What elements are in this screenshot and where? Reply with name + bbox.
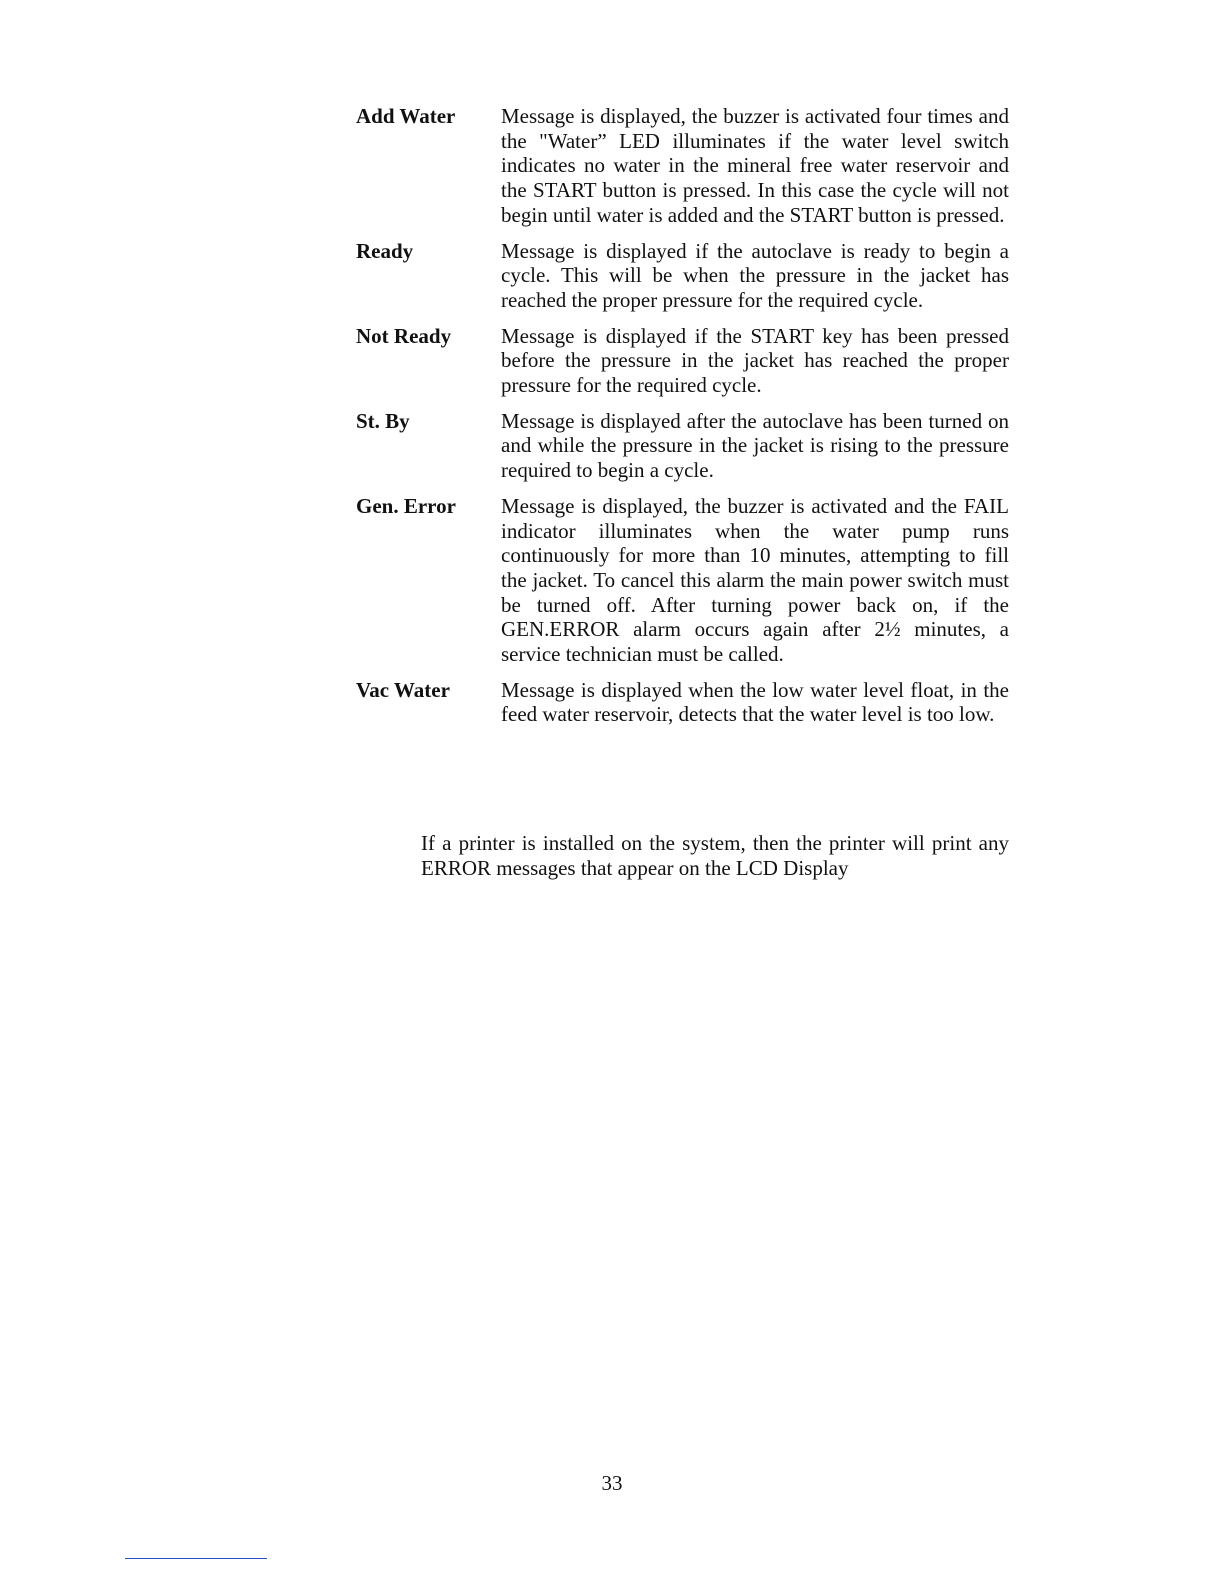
description-vac-water: Message is displayed when the low water level float, in the feed water reservoir, detects that the water level is too low.	[501, 677, 1009, 727]
term-vac-water: Vac Water	[356, 677, 450, 702]
term-st-by: St. By	[356, 408, 410, 433]
definition-entry-add-water	[356, 104, 1009, 228]
definition-entry-not-ready	[356, 324, 1009, 398]
footnote-separator-line	[125, 1558, 267, 1559]
term-ready: Ready	[356, 238, 414, 263]
definition-entry-gen-error	[356, 494, 1009, 667]
definition-entry-vac-water	[356, 678, 1009, 727]
description-add-water: Message is displayed, the buzzer is activated four times and the "Water” LED illuminates if the water level switch indicates no water in the mineral free water reservoir and the START button is pressed. In this case the cycle will not begin until water is added and the START button is pressed.	[501, 104, 1009, 227]
definition-entry-st-by	[356, 409, 1009, 483]
term-add-water: Add Water	[356, 104, 456, 128]
definition-entry-ready	[356, 239, 1009, 313]
description-ready: Message is displayed if the autoclave is ready to begin a cycle. This will be when the pressure in the jacket has reached the proper pressure for the required cycle.	[501, 238, 1009, 312]
printer-note-paragraph: If a printer is installed on the system, then the printer will print any ERROR messages that appear on the LCD Display	[421, 831, 1009, 880]
message-definition-list	[356, 104, 1009, 738]
term-not-ready: Not Ready	[356, 323, 452, 348]
page-number: 33	[601, 1471, 623, 1495]
description-not-ready: Message is displayed if the START key has been pressed before the pressure in the jacket has reached the proper pressure for the required cycle.	[501, 323, 1009, 398]
description-gen-error: Message is displayed, the buzzer is activated and the FAIL indicator illuminates when the water pump runs continuously for more than 10 minutes, attempting to fill the jacket. To cancel this alarm the main power switch must be turned off. After turning power back on, if the GEN.ERROR alarm occurs again after 2½ minutes, a service technician must be called.	[501, 493, 1009, 667]
description-st-by: Message is displayed after the autoclave has been turned on and while the pressure in the jacket is rising to the pressure required to begin a cycle.	[501, 408, 1009, 483]
term-gen-error: Gen. Error	[356, 493, 456, 518]
